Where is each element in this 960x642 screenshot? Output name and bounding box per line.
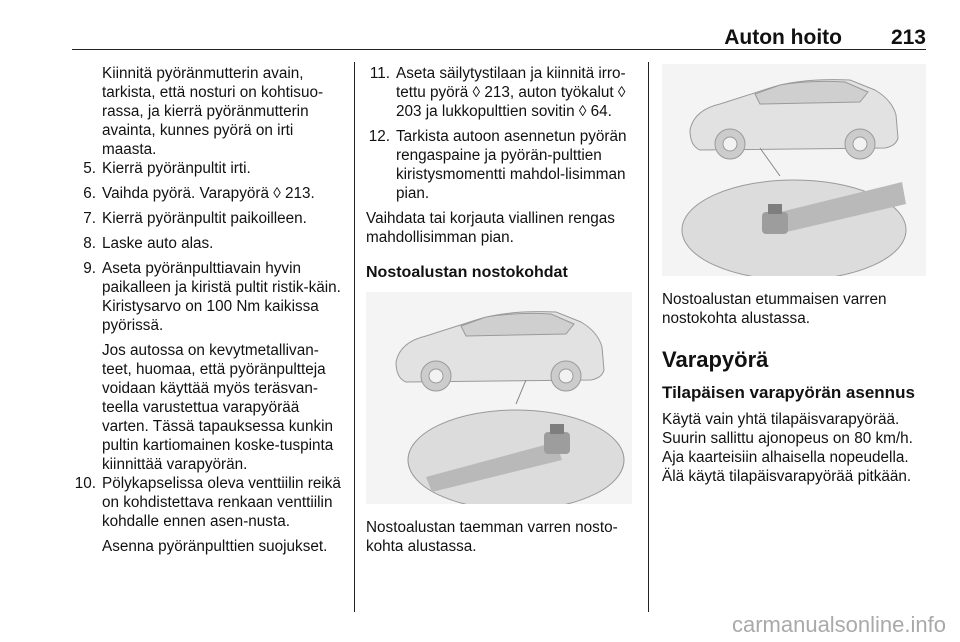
- step-7: [72, 209, 342, 228]
- step-12: [366, 127, 636, 203]
- step-text: Aseta säilytystilaan ja kiinnitä irro-tettu pyörä ◊ 213, auton työkalut ◊ 203 ja lukkopulttien sovitin ◊ 64.: [396, 65, 626, 120]
- step-number: 5.: [83, 160, 96, 177]
- lift-arm-closeup: [408, 410, 624, 504]
- step-11: [366, 64, 636, 121]
- step-text: Tarkista autoon asennetun pyörän rengaspaine ja pyörän-pulttien kiristysmomentti mahdol-lisimman pian.: [396, 128, 627, 202]
- page-number: 213: [890, 26, 926, 49]
- step-5: [72, 159, 342, 178]
- step-number: 11.: [369, 65, 390, 82]
- figure-caption: Nostoalustan taemman varren nosto-kohta alustassa.: [366, 519, 618, 555]
- section-heading: Tilapäisen varapyörän asennus: [662, 383, 915, 402]
- car-lift-diagram: [662, 64, 926, 276]
- chapter-heading: Varapyörä: [662, 347, 769, 372]
- step-8: [72, 234, 342, 253]
- step-text: Pölykapselissa oleva venttiilin reikä on kohdistettava renkaan venttiilin kohdalle ennen asen-nusta.: [102, 475, 341, 530]
- step-number: 9.: [83, 260, 96, 277]
- step-number: 6.: [83, 185, 96, 202]
- header-rule: [72, 49, 926, 50]
- step-text: Vaihda pyörä. Varapyörä ◊ 213.: [102, 185, 315, 202]
- body-paragraph: Vaihdata tai korjauta viallinen rengas mahdollisimman pian.: [366, 210, 615, 246]
- page-header: [72, 26, 926, 50]
- lift-arm-closeup: [682, 180, 906, 276]
- step-6: [72, 184, 342, 203]
- front-lift-point-illustration: [662, 64, 926, 276]
- car-lift-diagram: [366, 292, 632, 504]
- section-heading: Nostoalustan nostokohdat: [366, 264, 568, 281]
- step-text: Aseta pyöränpulttiavain hyvin paikalleen ja kiristä pultit ristik-käin. Kiristysarvo on 100 Nm kaikissa pyörissä.: [102, 260, 341, 334]
- step-9: [72, 259, 342, 335]
- column-2: [366, 64, 636, 556]
- step-10: [72, 474, 342, 531]
- body-paragraph: Käytä vain yhtä tilapäisvarapyörää. Suurin sallittu ajonopeus on 80 km/h. Aja kaarteisiin alhaisella nopeudella. Älä käytä tilapäisvarapyörää pitkään.: [662, 411, 913, 485]
- column-1: [72, 64, 342, 556]
- step-number: 8.: [83, 235, 96, 252]
- section-title: Auton hoito: [724, 26, 842, 49]
- figure-caption: Nostoalustan etummaisen varren nostokohta alustassa.: [662, 291, 887, 327]
- rear-lift-point-illustration: [366, 292, 632, 504]
- step-number: 7.: [83, 210, 96, 227]
- column-divider-2: [648, 62, 649, 612]
- column-divider-1: [354, 62, 355, 612]
- column-3: [662, 64, 930, 486]
- step-text: Laske auto alas.: [102, 235, 214, 252]
- step-continuation: Kiinnitä pyöränmutterin avain, tarkista, että nosturi on kohtisuo-rassa, ja kierrä pyöränmutterin avainta, kunnes pyörä on irti maasta.: [102, 65, 324, 158]
- watermark: carmanualsonline.info: [731, 612, 946, 637]
- step-number: 12.: [368, 128, 390, 145]
- step-9-note: Jos autossa on kevytmetallivan-teet, huomaa, että pyöränpultteja voidaan käyttää myös teräsvan-teella varustettua varapyörää varten. Tässä tapauksessa kunkin pultin kartiomainen koske-tuspinta kiinnittää varapyörän.: [102, 342, 334, 473]
- step-text: Kierrä pyöränpultit paikoilleen.: [102, 210, 307, 227]
- step-10-note: Asenna pyöränpulttien suojukset.: [102, 538, 328, 555]
- step-number: 10.: [74, 475, 96, 492]
- step-text: Kierrä pyöränpultit irti.: [102, 160, 251, 177]
